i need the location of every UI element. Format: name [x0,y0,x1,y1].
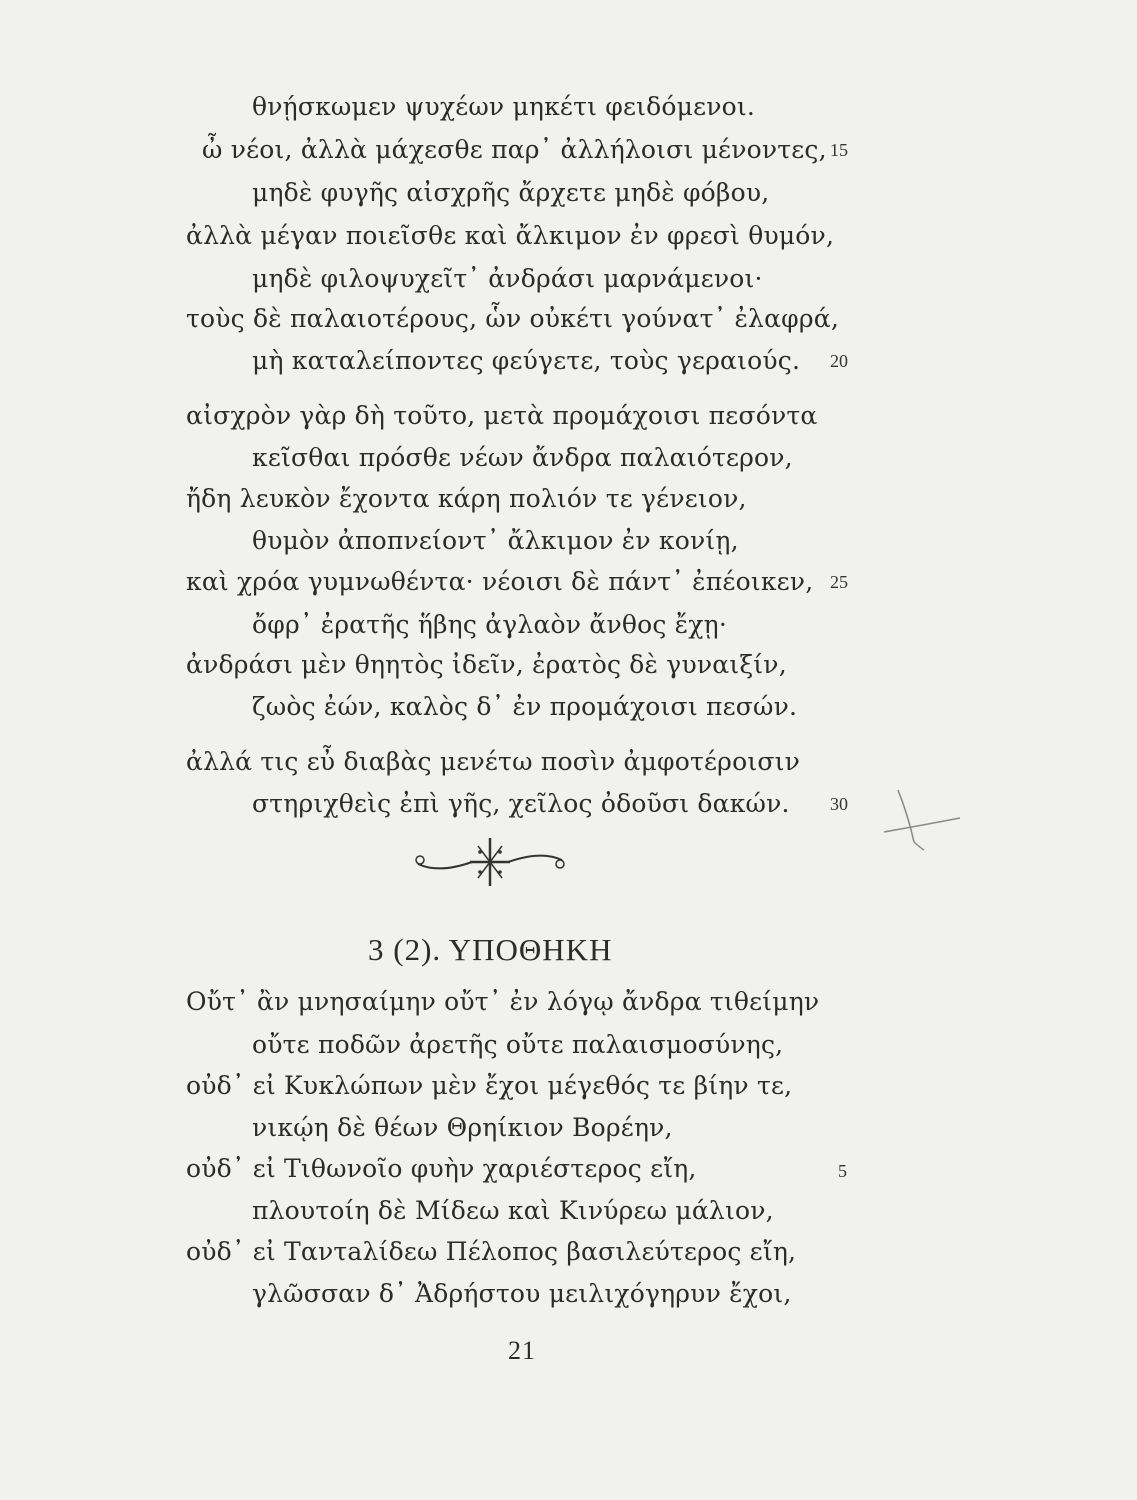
verse-line: αἰσχρὸν γὰρ δὴ τοῦτο, μετὰ προμάχοισι πεσόντα [186,401,818,430]
verse-line: ἤδη λευκὸν ἔχοντα κάρη πολιόν τε γένειον, [186,484,747,513]
verse-line: τοὺς δὲ παλαιοτέρους, ὧν οὐκέτι γούνατ᾽ ἐλαφρά, [186,304,840,333]
pencil-cross-mark-icon [878,780,968,860]
verse-line: ζωὸς ἐών, καλὸς δ᾽ ἐν προμάχοισι πεσών. [252,692,798,721]
verse-line: θυμὸν ἀποπνείοντ᾽ ἄλκιμον ἐν κονίῃ, [252,526,739,555]
verse-line: γλῶσσαν δ᾽ Ἀδρήστου μειλιχόγηρυν ἔχοι, [252,1279,792,1308]
verse-line: οὔτε ποδῶν ἀρετῆς οὔτε παλαισμοσύνης, [252,1030,784,1059]
verse-line: ἀνδράσι μὲν θηητὸς ἰδεῖν, ἐρατὸς δὲ γυναιξίν, [186,650,787,679]
verse-line: μὴ καταλείποντες φεύγετε, τοὺς γεραιούς. [252,346,801,375]
line-number: 15 [830,140,848,160]
verse-line: ἀλλά τις εὖ διαβὰς μενέτω ποσὶν ἀμφοτέροισιν [186,747,800,776]
line-number: 25 [830,572,848,592]
line-number: 5 [838,1161,847,1181]
verse-line: ὦ νέοι, ἀλλὰ μάχεσθε παρ᾽ ἀλλήλοισι μένοντες, [202,135,827,164]
verse-line: μηδὲ φιλοψυχεῖτ᾽ ἀνδράσι μαρνάμενοι· [252,264,763,293]
verse-line: ἀλλὰ μέγαν ποιεῖσθε καὶ ἄλκιμον ἐν φρεσὶ θυμόν, [186,221,835,250]
verse-line: πλουτοίη δὲ Μίδεω καὶ Κινύρεω μάλιον, [252,1196,774,1225]
verse-line: οὐδ᾽ εἰ Κυκλώπων μὲν ἔχοι μέγεθός τε βίην τε, [186,1071,793,1100]
verse-line: οὐδ᾽ εἰ Τιθωνοῖο φυὴν χαριέστερος εἴη, [186,1154,697,1183]
verse-line: καὶ χρόα γυμνωθέντα· νέοισι δὲ πάντ᾽ ἐπέοικεν, [186,567,814,596]
verse-line: κεῖσθαι πρόσθε νέων ἄνδρα παλαιότερον, [252,443,793,472]
verse-line: ὄφρ᾽ ἐρατῆς ἥβης ἀγλαὸν ἄνθος ἔχῃ· [252,610,727,639]
verse-line: μηδὲ φυγῆς αἰσχρῆς ἄρχετε μηδὲ φόβου, [252,178,770,207]
verse-line: νικῴη δὲ θέων Θρηίκιον Βορέην, [252,1113,673,1142]
section-heading: 3 (2). ΥΠΟΘΗΚΗ [368,932,613,967]
page-number: 21 [508,1336,536,1365]
verse-line: Οὔτ᾽ ἂν μνησαίμην οὔτ᾽ ἐν λόγῳ ἄνδρα τιθείμην [186,987,820,1016]
verse-line: στηριχθεὶς ἐπὶ γῆς, χεῖλος ὀδοῦσι δακών. [252,789,790,818]
fleuron-ornament-icon [410,832,570,892]
line-number: 20 [830,351,848,371]
verse-line: θνῄσκωμεν ψυχέων μηκέτι φειδόμενοι. [252,92,756,121]
line-number: 30 [830,794,848,814]
verse-line: οὐδ᾽ εἰ Ταντaλίδεω Πέλοπος βασιλεύτερος εἴη, [186,1237,797,1266]
